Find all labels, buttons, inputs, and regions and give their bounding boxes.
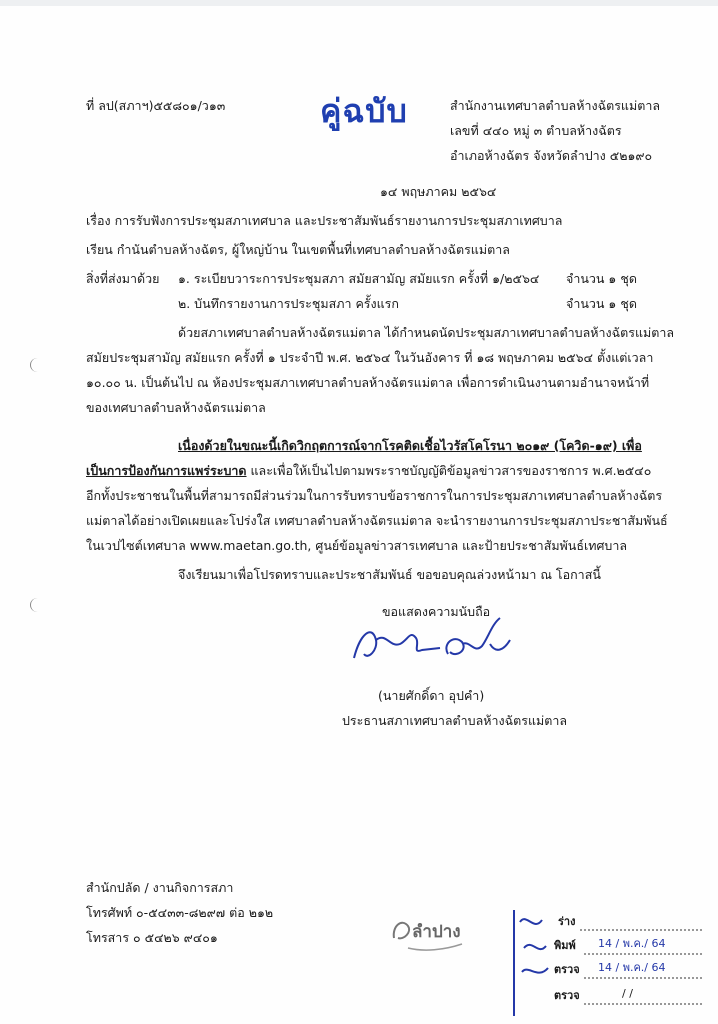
signer-title: ประธานสภาเทศบาลตำบลห้างฉัตรแม่ตาล — [342, 713, 568, 728]
recipient: เรียน กำนันตำบลห้างฉัตร, ผู้ใหญ่บ้าน ในเขตพื้นที่เทศบาลตำบลห้างฉัตรแม่ตาล — [86, 242, 510, 257]
paragraph-1-line-3: ๑๐.๐๐ น. เป็นต้นไป ณ ห้องประชุมสภาเทศบาลตำบลห้างฉัตรแม่ตาล เพื่อการดำเนินงานตามอำนาจหน้าที่ — [86, 375, 650, 390]
scan-edge — [0, 0, 718, 6]
copy-stamp: คู่ฉบับ — [320, 92, 408, 130]
receipt-check2-label: ตรวจ — [554, 989, 580, 1002]
footer-phone: โทรศัพท์ ๐-๕๔๓๓-๘๒๙๗ ต่อ ๒๑๒ — [86, 905, 274, 920]
logo-text: ลำปาง — [412, 922, 461, 942]
paragraph-2-line-3: อีกทั้งประชาชนในพื้นที่สามารถมีส่วนร่วมในการรับทราบข้อราชการในการประชุมสภาเทศบาลตำบลห้างฉัตร — [86, 488, 663, 503]
paragraph-2-line-5: ในเวปไซต์เทศบาล www.maetan.go.th, ศูนย์ข้อมูลข่าวสารเทศบาล และป้ายประชาสัมพันธ์เทศบาล — [86, 538, 628, 553]
attachments-label: สิ่งที่ส่งมาด้วย — [86, 271, 160, 286]
reference-number: ที่ ลป(สภาฯ)๕๕๘๐๑/ว๑๓ — [86, 98, 226, 113]
receipt-draft-label: ร่าง — [558, 915, 576, 928]
receipt-check-label: ตรวจ — [554, 963, 580, 976]
punch-hole-top — [30, 358, 45, 372]
org-line-2: เลขที่ ๔๔๐ หมู่ ๓ ตำบลห้างฉัตร — [450, 123, 622, 138]
paragraph-2-line-2 — [86, 463, 651, 479]
receipt-print-date: 14 / พ.ค./ 64 — [598, 937, 666, 950]
org-line-3: อำเภอห้างฉัตร จังหวัดลำปาง ๕๒๑๙๐ — [450, 148, 653, 163]
paragraph-1-line-4: ของเทศบาลตำบลห้างฉัตรแม่ตาล — [86, 400, 266, 415]
paragraph-1-line-2: สมัยประชุมสามัญ สมัยแรก ครั้งที่ ๑ ประจำปี พ.ศ. ๒๕๖๔ ในวันอังคาร ที่ ๑๘ พฤษภาคม ๒๕๖๔ ตั้งแต่เวลา — [86, 350, 654, 365]
paragraph-2-line-4: แม่ตาลได้อย่างเปิดเผยและโปร่งใส เทศบาลตำบลห้างฉัตรแม่ตาล จะนำรายงานการประชุมสภาประชาสัมพันธ์ — [86, 513, 668, 528]
attachment-1-qty: จำนวน ๑ ชุด — [566, 271, 637, 286]
receipt-stamp — [512, 908, 712, 1018]
footer-department: สำนักปลัด / งานกิจการสภา — [86, 880, 234, 895]
paragraph-3: จึงเรียนมาเพื่อโปรดทราบและประชาสัมพันธ์ ขอขอบคุณล่วงหน้ามา ณ โอกาสนี้ — [178, 567, 601, 582]
receipt-print-label: พิมพ์ — [554, 939, 576, 952]
paragraph-1-line-1: ด้วยสภาเทศบาลตำบลห้างฉัตรแม่ตาล ได้กำหนดนัดประชุมสภาเทศบาลตำบลห้างฉัตรแม่ตาล — [178, 325, 675, 340]
attachment-2-qty: จำนวน ๑ ชุด — [566, 296, 637, 311]
receipt-check-date: 14 / พ.ค./ 64 — [598, 961, 666, 974]
receipt-check2-date: / / — [622, 987, 633, 1000]
paragraph-2-line-2-rest: และเพื่อให้เป็นไปตามพระราชบัญญัติข้อมูลข่าวสารของราชการ พ.ศ.๒๕๔๐ — [246, 463, 652, 478]
attachment-2: ๒. บันทึกรายงานการประชุมสภา ครั้งแรก — [178, 296, 399, 311]
signer-name: (นายศักดิ์ดา อุปคำ) — [378, 688, 485, 703]
letter-date: ๑๔ พฤษภาคม ๒๕๖๔ — [380, 184, 497, 199]
org-line-1: สำนักงานเทศบาลตำบลห้างฉัตรแม่ตาล — [450, 98, 661, 113]
footer-fax: โทรสาร ๐ ๕๔๒๖ ๙๔๐๑ — [86, 930, 218, 945]
attachment-1: ๑. ระเบียบวาระการประชุมสภา สมัยสามัญ สมัยแรก ครั้งที่ ๑/๒๕๖๔ — [178, 271, 540, 286]
paragraph-2-line-1: เนื่องด้วยในขณะนี้เกิดวิกฤตการณ์จากโรคติดเชื้อไวรัสโคโรนา ๒๐๑๙ (โควิด-๑๙) เพื่อ — [178, 438, 642, 453]
punch-hole-bottom — [30, 598, 45, 612]
lampang-logo — [388, 908, 468, 956]
paragraph-2-bold-phrase: เป็นการป้องกันการแพร่ระบาด — [86, 463, 247, 478]
signature — [350, 614, 520, 674]
subject: เรื่อง การรับฟังการประชุมสภาเทศบาล และประชาสัมพันธ์รายงานการประชุมสภาเทศบาล — [86, 213, 563, 228]
closing: ขอแสดงความนับถือ — [382, 604, 491, 619]
